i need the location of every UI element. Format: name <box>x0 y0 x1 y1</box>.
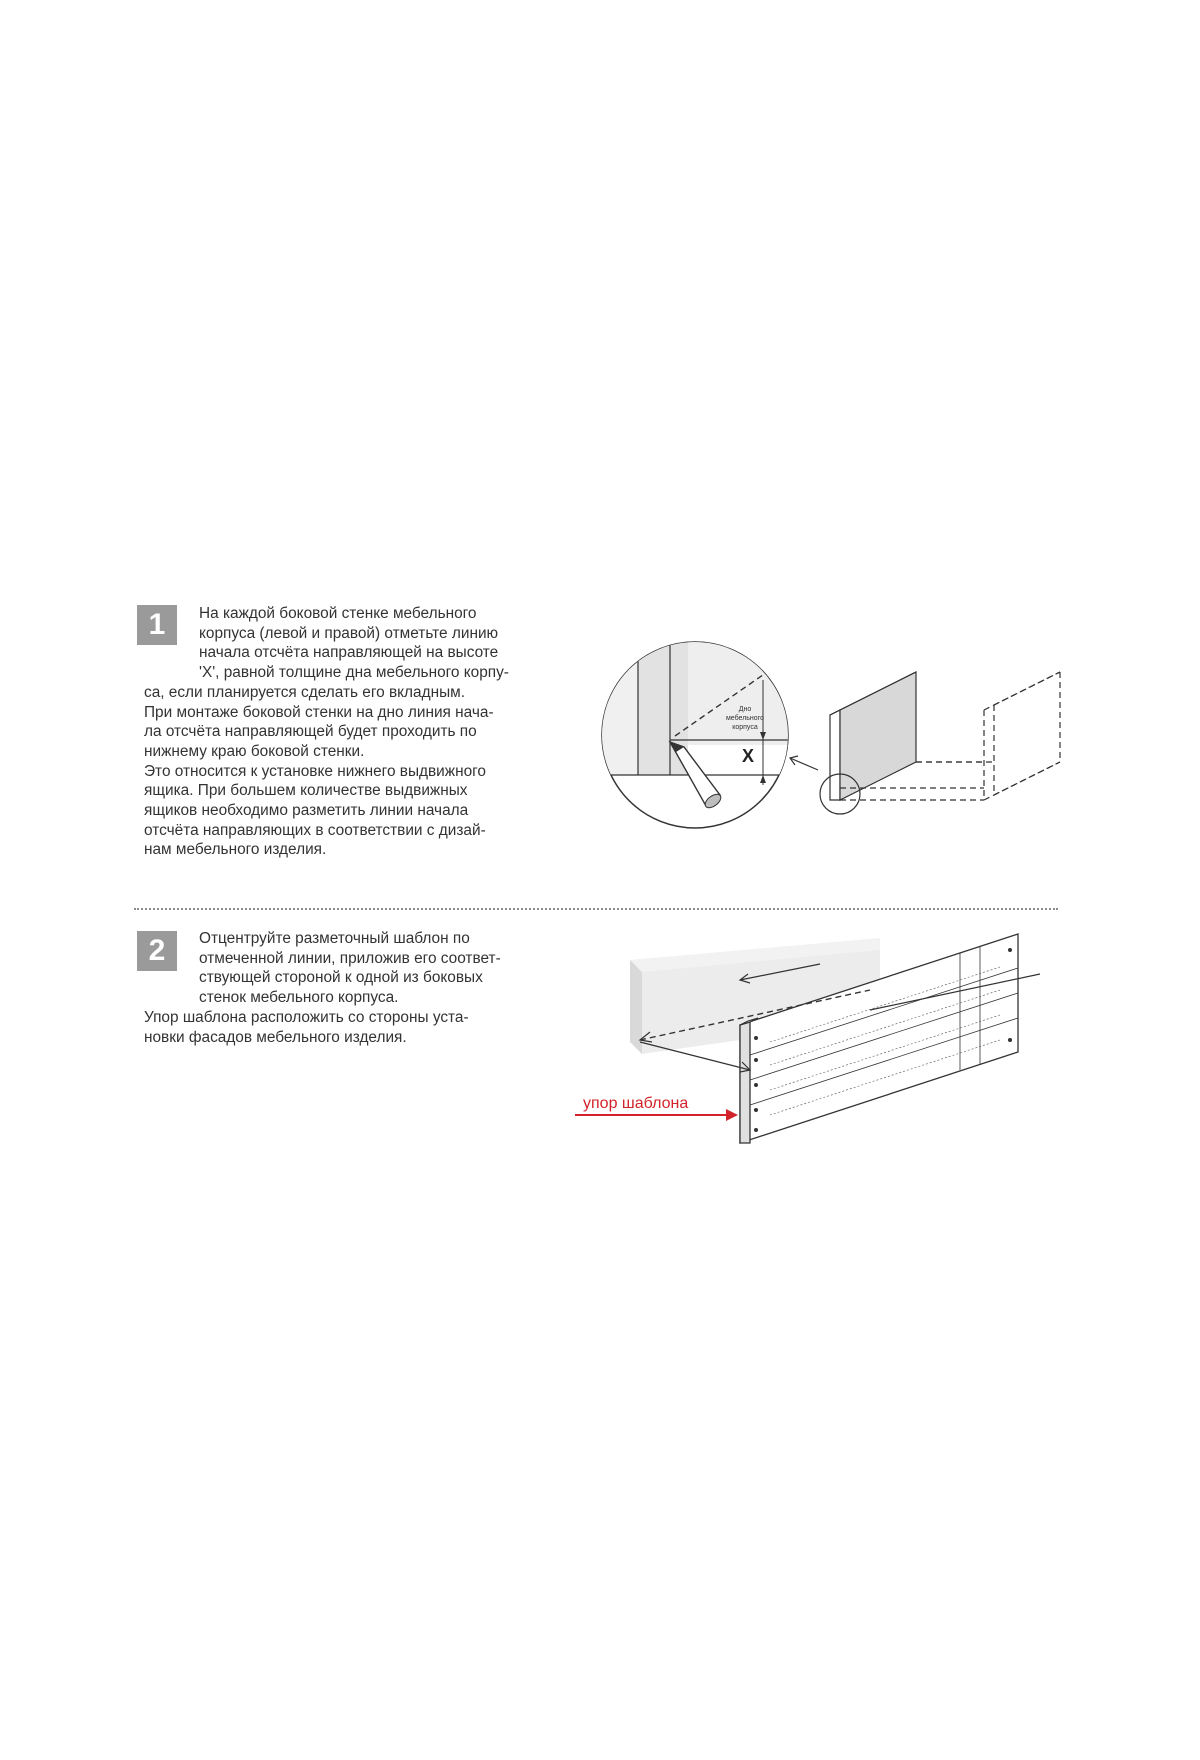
step-2-illustration <box>570 930 1050 1160</box>
step-2-line: Отцентруйте разметочный шаблон по <box>199 930 470 947</box>
template-stop-callout <box>575 1095 738 1121</box>
bottom-label-line-1: Дно <box>738 706 752 713</box>
red-arrow-icon <box>726 1109 738 1121</box>
step-1-line: ящика. При большем количестве выдвижных <box>144 782 468 800</box>
step-2-text <box>144 929 576 1047</box>
step-2-line: новки фасадов мебельного изделия. <box>144 1028 407 1046</box>
step-1-line: ящиков необходимо разметить линии начала <box>144 802 469 820</box>
step-2-line: отмеченной линии, приложив его соответ- <box>199 949 501 967</box>
step-1-number: 1 <box>148 608 166 641</box>
cabinet-drawing <box>820 672 1060 814</box>
step-1-line: нижнему краю боковой стенки. <box>144 742 365 760</box>
section-divider <box>134 908 1058 910</box>
step-1-line: нам мебельного изделия. <box>144 841 327 859</box>
step-2-line: ствующей стороной к одной из боковых <box>199 969 483 987</box>
step-1-line: 'X', равной толщине дна мебельного корпу- <box>199 664 509 682</box>
step-1-line: На каждой боковой стенке мебельного <box>199 605 477 622</box>
x-dimension-label: X <box>741 746 755 766</box>
step-2-line: Упор шаблона расположить со стороны уста- <box>144 1008 469 1026</box>
step-1-line: ла отсчёта направляющей будет проходить по <box>144 723 477 741</box>
step-1-line: При монтаже боковой стенки на дно линия нача- <box>144 703 494 721</box>
step-2-line: стенок мебельного корпуса. <box>199 989 399 1007</box>
step-1-line: са, если планируется сделать его вкладным. <box>144 683 465 701</box>
template-stop-label: упор шаблона <box>583 1095 689 1112</box>
step-1-line: корпуса (левой и правой) отметьте линию <box>199 624 499 642</box>
bottom-label-line-3: корпуса <box>732 724 758 731</box>
step-2-number: 2 <box>148 934 166 967</box>
bottom-label-line-2: мебельного <box>725 715 765 722</box>
detail-arrow <box>790 756 818 770</box>
step-1-line: отсчёта направляющих в соответствии с дизай- <box>144 821 486 839</box>
step-1-line: Это относится к установке нижнего выдвижного <box>144 762 486 780</box>
magnified-detail <box>600 630 808 828</box>
step-1-illustration <box>600 630 1070 850</box>
step-1-text <box>144 604 576 860</box>
step-1-line: начала отсчёта направляющей на высоте <box>199 644 499 662</box>
